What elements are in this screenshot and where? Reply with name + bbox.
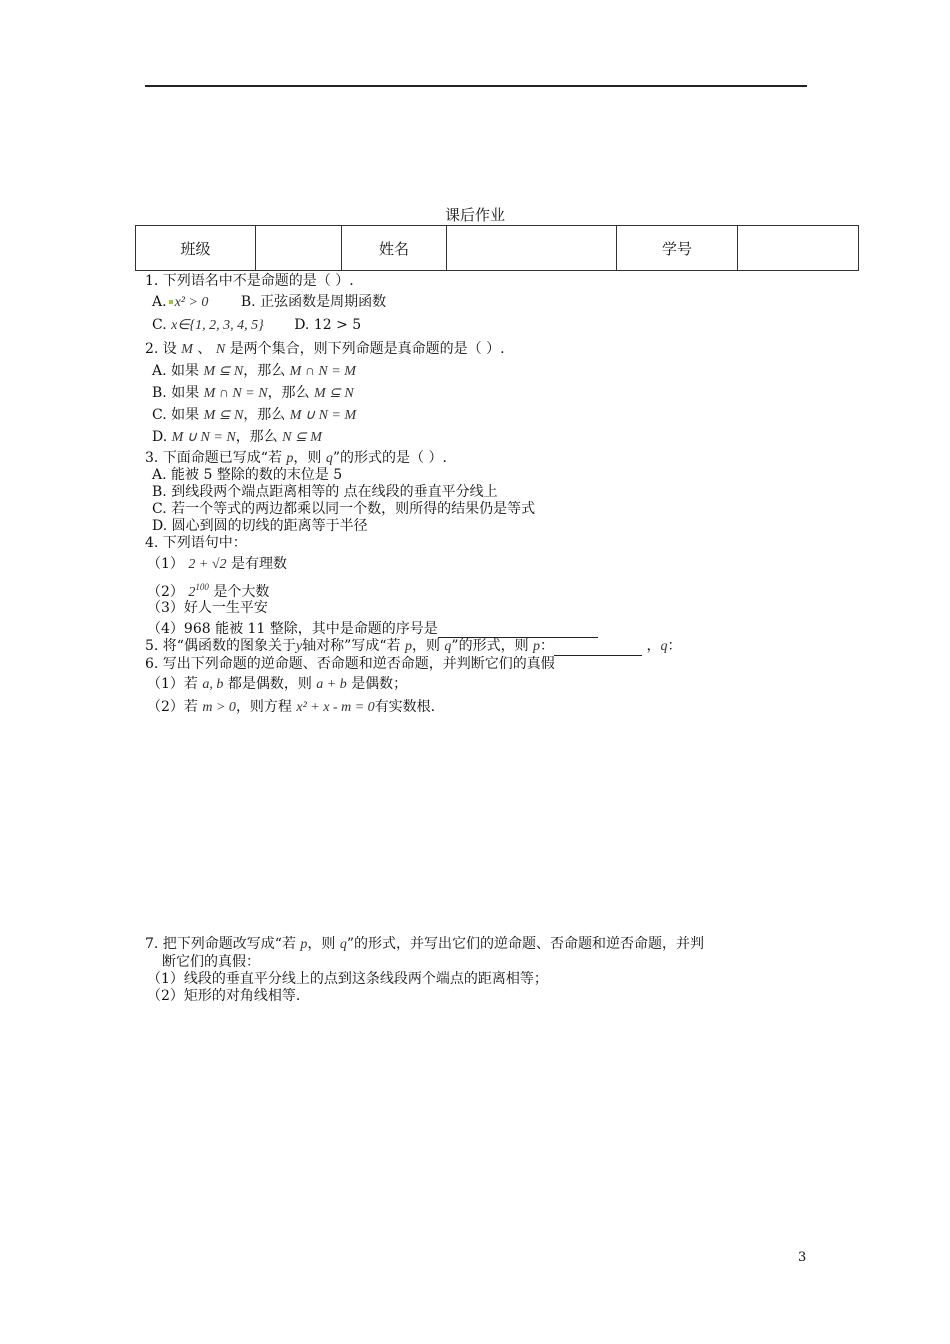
q2-a-mid: ，那么 <box>243 363 286 379</box>
q5-d: ”的形式，则 <box>451 638 529 654</box>
q5-e: ： <box>540 638 555 654</box>
q2-stem-pre: 2. 设 <box>145 341 177 357</box>
q7-p: p <box>300 937 308 952</box>
q5-p-blank[interactable] <box>554 641 642 656</box>
q5-b: 轴对称”写成“若 <box>302 638 401 654</box>
q7-q: q <box>339 937 347 952</box>
student-id-label: 学号 <box>617 226 738 271</box>
q4-i4-text: （4）968 能被 11 整除，其中是命题的序号是 <box>147 621 438 637</box>
class-field[interactable] <box>256 226 342 271</box>
q2-option-b <box>152 384 354 403</box>
class-label: 班级 <box>136 226 256 271</box>
q4-answer-blank[interactable] <box>438 623 598 638</box>
q7-line-2: 断它们的真假： <box>162 954 260 970</box>
q2-b-mid: ，那么 <box>267 385 310 401</box>
q4-i1-expr: 2 + √2 <box>188 557 227 572</box>
q1-options-ab <box>152 293 386 312</box>
q6-i2-eq: x² + x - m = 0 <box>296 700 375 715</box>
q5-line <box>145 637 682 656</box>
q1-stem: 1. 下列语名中不是命题的是（ ）. <box>145 273 354 289</box>
q3-q: q <box>325 451 333 466</box>
page-number: 3 <box>798 1250 807 1265</box>
q6-i1-sum: a + b <box>316 677 347 692</box>
q2-c-res: M ∪ N = M <box>289 408 357 423</box>
q2-set-m: M <box>181 342 193 357</box>
q5-p: p <box>404 639 412 654</box>
q2-c-pre: C. 如果 <box>152 407 200 423</box>
name-label: 姓名 <box>342 226 447 271</box>
q4-item-3: （3）好人一生平安 <box>147 600 268 616</box>
q2-c-mid: ，那么 <box>243 407 286 423</box>
q6-stem: 6. 写出下列命题的逆命题、否命题和逆否命题，并判断它们的真假 <box>145 656 555 672</box>
q2-option-d <box>152 428 322 447</box>
q2-b-cond: M ∩ N = N <box>203 386 268 401</box>
q2-a-cond: M ⊆ N <box>203 364 244 379</box>
q3-stem-c: ”的形式的是（ ）. <box>332 450 447 466</box>
q1-b: B. 正弦函数是周期函数 <box>240 294 387 310</box>
q4-item-4 <box>147 620 598 638</box>
q7-l1-c: ”的形式，并写出它们的逆命题、否命题和逆否命题，并判 <box>346 936 705 952</box>
q4-stem: 4. 下列语句中： <box>145 535 247 551</box>
q6-item-1 <box>147 675 407 694</box>
q2-d-pre: D. <box>152 429 168 445</box>
q3-option-d: D. 圆心到圆的切线的距离等于半径 <box>152 518 368 534</box>
q2-set-n: N <box>215 342 226 357</box>
q1-a-label: A. <box>152 294 167 310</box>
q2-stem <box>145 340 505 359</box>
student-info-table <box>135 225 859 271</box>
q5-q2: q <box>660 639 668 654</box>
q2-c-cond: M ⊆ N <box>203 408 244 423</box>
q6-i2-cond: m > 0 <box>202 700 236 715</box>
q3-option-b: B. 到线段两个端点距离相等的 点在线段的垂直平分线上 <box>152 484 498 500</box>
q2-b-res: M ⊆ N <box>314 386 354 401</box>
q6-i2-b: ，则方程 <box>235 699 292 715</box>
q4-i2-text: 是个大数 <box>213 584 270 600</box>
q2-option-a <box>152 362 356 381</box>
student-id-field[interactable] <box>738 226 859 271</box>
q6-item-2 <box>147 698 435 717</box>
q1-d: D. 12 > 5 <box>294 317 362 333</box>
q4-i2-base: 2 <box>188 585 196 600</box>
q7-item-2: （2）矩形的对角线相等. <box>147 988 301 1004</box>
q2-option-c <box>152 406 356 425</box>
q2-d-res: N ⊆ M <box>282 430 322 445</box>
q6-i1-ab: a, b <box>202 677 224 692</box>
q1-options-cd <box>152 316 361 335</box>
q5-a: 5. 将“偶函数的图象关于 <box>145 638 296 654</box>
q5-comma: ， <box>646 638 661 654</box>
q3-option-a: A. 能被 5 整除的数的末位是 5 <box>152 467 343 483</box>
q7-item-1: （1）线段的垂直平分线上的点到这条线段两个端点的距离相等； <box>147 971 548 987</box>
q5-c: ，则 <box>411 638 440 654</box>
q1-c-label: C. <box>152 317 167 333</box>
q5-f: ： <box>667 638 682 654</box>
q2-a-res: M ∩ N = M <box>289 364 356 379</box>
q7-l1-a: 7. 把下列命题改写成“若 <box>145 936 296 952</box>
q4-i2-num: （2） <box>147 584 184 600</box>
q3-stem-b: ，则 <box>293 450 322 466</box>
q5-q: q <box>444 639 452 654</box>
q3-option-c: C. 若一个等式的两边都乘以同一个数，则所得的结果仍是等式 <box>152 501 536 517</box>
q7-line-1 <box>145 935 704 954</box>
q5-p2: p <box>533 639 541 654</box>
q7-l1-b: ，则 <box>307 936 336 952</box>
header-rule <box>145 85 807 87</box>
q3-p: p <box>286 451 294 466</box>
q2-d-cond: M ∪ N = N <box>171 430 236 445</box>
q4-i2-exp: 100 <box>195 582 209 592</box>
q2-stem-post: 是两个集合，则下列命题是真命题的是（ ）. <box>229 341 505 357</box>
q4-item-1 <box>147 555 287 574</box>
q2-sep: 、 <box>197 341 212 357</box>
q1-a-expr: x² > 0 <box>174 295 209 310</box>
q3-stem-a: 3. 下面命题已写成“若 <box>145 450 282 466</box>
q5-y: y <box>295 639 303 654</box>
q6-i1-b: 都是偶数，则 <box>227 676 312 692</box>
q2-b-pre: B. 如果 <box>152 385 200 401</box>
q1-c-expr: x∈{1, 2, 3, 4, 5} <box>171 318 264 333</box>
q6-i2-a: （2）若 <box>147 699 198 715</box>
page-title: 课后作业 <box>444 206 505 224</box>
name-field[interactable] <box>447 226 617 271</box>
q6-i1-c: 是偶数； <box>351 676 408 692</box>
marker-dot-icon <box>169 300 173 304</box>
q6-i1-a: （1）若 <box>147 676 198 692</box>
q2-d-mid: ，那么 <box>235 429 278 445</box>
q2-a-pre: A. 如果 <box>152 363 200 379</box>
q4-i1-text: 是有理数 <box>230 556 287 572</box>
q4-i1-num: （1） <box>147 556 184 572</box>
q6-i2-c: 有实数根. <box>374 699 436 715</box>
